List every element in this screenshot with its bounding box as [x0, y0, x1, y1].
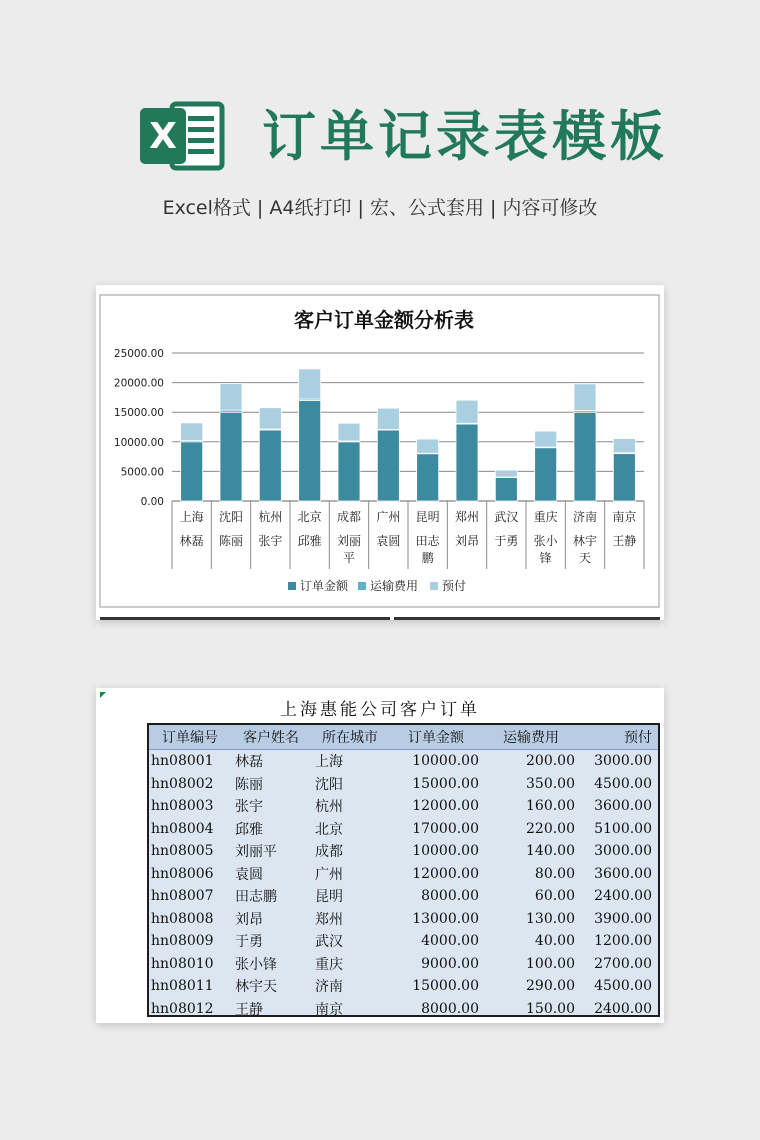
logo-letter: X — [149, 116, 177, 157]
city-cell: 杭州 — [315, 799, 343, 816]
bar-segment-prepaid — [574, 384, 596, 411]
column-header-city: 所在城市 — [322, 730, 378, 746]
table-row[interactable] — [149, 773, 658, 796]
bar-segment-prepaid — [613, 439, 635, 453]
table-row[interactable] — [149, 750, 658, 773]
table-row[interactable] — [149, 953, 658, 976]
prepaid-cell: 3600.00 — [594, 798, 652, 815]
bar-segment-order-amount — [613, 454, 635, 501]
bar-segment-prepaid — [181, 423, 203, 441]
city-cell: 沈阳 — [315, 776, 343, 793]
order-amount-cell: 15000.00 — [412, 978, 479, 995]
bar-segment-prepaid — [299, 369, 321, 399]
bar-segment-order-amount — [181, 442, 203, 501]
x-category-city-label: 昆明 — [415, 510, 440, 524]
order-id-cell: hn08001 — [151, 753, 214, 770]
shipping-cell: 160.00 — [526, 798, 575, 815]
bar-segment-order-amount — [535, 448, 557, 501]
shipping-cell: 80.00 — [534, 865, 575, 882]
city-cell: 成都 — [315, 844, 343, 861]
x-category-name-label: 于勇 — [494, 534, 519, 548]
y-tick-label: 25000.00 — [113, 348, 164, 360]
order-id-cell: hn08005 — [151, 843, 214, 860]
x-category-name-label: 邱雅 — [297, 534, 322, 548]
y-tick-label: 5000.00 — [120, 466, 164, 479]
table-row[interactable] — [149, 795, 658, 818]
column-header-customer: 客户姓名 — [243, 730, 299, 746]
prepaid-cell: 4500.00 — [594, 775, 652, 792]
order-amount-cell: 17000.00 — [412, 820, 479, 837]
page-subtitle: Excel格式 | A4纸打印 | 宏、公式套用 | 内容可修改 — [162, 197, 598, 219]
bar-segment-prepaid — [535, 431, 557, 447]
city-cell: 昆明 — [315, 889, 343, 906]
order-amount-cell: 12000.00 — [412, 798, 479, 815]
table-row[interactable] — [149, 930, 658, 953]
x-category-city-label: 北京 — [297, 510, 322, 524]
x-category-name-label: 张宇 — [258, 534, 283, 548]
shipping-cell: 140.00 — [526, 843, 575, 860]
x-category-city-label: 杭州 — [258, 510, 283, 524]
shipping-cell: 200.00 — [526, 753, 575, 770]
order-amount-chart — [96, 285, 664, 620]
column-header-shipping: 运输费用 — [503, 730, 559, 746]
prepaid-cell: 1200.00 — [594, 933, 652, 950]
table-row[interactable] — [149, 908, 658, 931]
table-row[interactable] — [149, 818, 658, 841]
order-id-cell: hn08006 — [151, 865, 214, 882]
city-cell: 广州 — [315, 866, 343, 883]
shipping-cell: 40.00 — [534, 933, 575, 950]
customer-name-cell: 田志鹏 — [235, 889, 277, 906]
city-cell: 上海 — [315, 754, 343, 771]
x-category-name-label: 王静 — [612, 534, 637, 548]
y-tick-label: 0.00 — [140, 496, 164, 508]
customer-name-cell: 王静 — [235, 1001, 263, 1017]
x-category-city-label: 南京 — [612, 510, 637, 524]
legend-label: 预付 — [442, 579, 467, 593]
column-header-order-amount: 订单金额 — [408, 730, 464, 746]
x-category-city-label: 上海 — [179, 510, 204, 524]
customer-name-cell: 张宇 — [235, 799, 263, 816]
order-amount-cell: 15000.00 — [412, 775, 479, 792]
x-category-name-label: 田志鹏 — [415, 534, 440, 565]
page-title: 订单记录表模板 — [262, 105, 668, 168]
x-category-name-label: 张小锋 — [533, 534, 558, 565]
column-header-prepaid: 预付 — [624, 730, 652, 746]
prepaid-cell: 2400.00 — [594, 1000, 652, 1017]
table-row[interactable] — [149, 863, 658, 886]
bar-segment-order-amount — [574, 412, 596, 501]
order-id-cell: hn08008 — [151, 910, 214, 927]
column-header-order-id: 订单编号 — [162, 730, 218, 746]
x-category-city-label: 成都 — [336, 510, 362, 524]
x-category-city-label: 济南 — [572, 510, 598, 524]
bar-segment-order-amount — [259, 430, 281, 501]
legend-label: 订单金额 — [300, 579, 349, 593]
bar-segment-order-amount — [456, 424, 478, 501]
customer-name-cell: 张小锋 — [235, 956, 277, 973]
city-cell: 武汉 — [315, 934, 343, 951]
x-category-city-label: 广州 — [376, 510, 401, 524]
city-cell: 郑州 — [315, 911, 343, 928]
bar-segment-prepaid — [259, 408, 281, 429]
city-cell: 北京 — [315, 821, 343, 838]
order-amount-cell: 8000.00 — [421, 1000, 479, 1017]
city-cell: 重庆 — [315, 956, 343, 973]
order-table — [147, 723, 660, 1017]
bar-segment-order-amount — [377, 430, 399, 501]
bar-segment-order-amount — [220, 412, 242, 501]
prepaid-cell: 4500.00 — [594, 978, 652, 995]
customer-name-cell: 林磊 — [235, 754, 263, 771]
bar-segment-prepaid — [417, 439, 439, 453]
table-row[interactable] — [149, 975, 658, 998]
prepaid-cell: 3900.00 — [594, 910, 652, 927]
bar-segment-order-amount — [299, 400, 321, 501]
excel-logo-icon — [138, 96, 226, 176]
bar-segment-order-amount — [338, 442, 360, 501]
customer-name-cell: 于勇 — [235, 934, 263, 951]
bar-segment-prepaid — [456, 400, 478, 423]
x-category-city-label: 沈阳 — [218, 510, 244, 524]
shipping-cell: 100.00 — [526, 955, 575, 972]
chart-bottom-strip-left — [100, 617, 390, 620]
x-category-name-label: 林宇天 — [572, 534, 598, 565]
bar-segment-prepaid — [220, 383, 242, 410]
y-tick-label: 15000.00 — [113, 407, 164, 420]
shipping-cell: 60.00 — [534, 888, 575, 905]
x-category-city-label: 重庆 — [533, 510, 558, 524]
order-id-cell: hn08009 — [151, 933, 214, 950]
x-category-name-label: 袁圆 — [376, 534, 401, 548]
x-category-name-label: 刘昂 — [454, 534, 480, 548]
order-id-cell: hn08004 — [151, 820, 214, 837]
customer-name-cell: 刘丽平 — [235, 844, 277, 861]
legend-label: 运输费用 — [370, 579, 419, 593]
shipping-cell: 130.00 — [526, 910, 575, 927]
prepaid-cell: 2400.00 — [594, 888, 652, 905]
prepaid-cell: 2700.00 — [594, 955, 652, 972]
chart-card — [96, 285, 664, 620]
y-tick-label: 20000.00 — [113, 377, 164, 390]
shipping-cell: 220.00 — [526, 820, 575, 837]
table-body — [149, 750, 658, 1017]
order-amount-cell: 4000.00 — [421, 933, 479, 950]
customer-name-cell: 林宇天 — [235, 979, 277, 996]
x-category-name-label: 林磊 — [179, 534, 204, 548]
order-amount-cell: 10000.00 — [412, 843, 479, 860]
bar-segment-prepaid — [495, 470, 517, 477]
city-cell: 济南 — [315, 979, 343, 996]
order-amount-cell: 12000.00 — [412, 865, 479, 882]
order-amount-cell: 8000.00 — [421, 888, 479, 905]
bar-segment-prepaid — [338, 423, 360, 441]
order-amount-cell: 13000.00 — [412, 910, 479, 927]
y-tick-label: 10000.00 — [113, 436, 164, 449]
customer-name-cell: 陈丽 — [235, 776, 263, 793]
table-title: 上海惠能公司客户订单 — [280, 700, 480, 720]
order-id-cell: hn08003 — [151, 798, 214, 815]
order-table-card — [96, 688, 664, 1023]
order-amount-cell: 9000.00 — [421, 955, 479, 972]
shipping-cell: 290.00 — [526, 978, 575, 995]
x-category-name-label: 刘丽平 — [336, 534, 362, 565]
prepaid-cell: 3000.00 — [594, 843, 652, 860]
table-row[interactable] — [149, 998, 658, 1018]
customer-name-cell: 袁圆 — [235, 866, 263, 883]
shipping-cell: 350.00 — [526, 775, 575, 792]
chart-title: 客户订单金额分析表 — [294, 308, 474, 332]
table-header-row — [149, 725, 658, 750]
city-cell: 南京 — [315, 1001, 343, 1017]
order-id-cell: hn08010 — [151, 955, 214, 972]
table-row[interactable] — [149, 840, 658, 863]
legend-swatch — [430, 582, 438, 590]
prepaid-cell: 3000.00 — [594, 753, 652, 770]
legend-swatch — [288, 582, 296, 590]
bar-segment-order-amount — [495, 477, 517, 501]
table-row[interactable] — [149, 885, 658, 908]
legend-swatch — [358, 582, 366, 590]
prepaid-cell: 3600.00 — [594, 865, 652, 882]
prepaid-cell: 5100.00 — [594, 820, 652, 837]
order-amount-cell: 10000.00 — [412, 753, 479, 770]
bar-segment-prepaid — [377, 408, 399, 429]
order-id-cell: hn08012 — [151, 1000, 214, 1017]
customer-name-cell: 邱雅 — [235, 821, 263, 838]
order-id-cell: hn08007 — [151, 888, 214, 905]
customer-name-cell: 刘昂 — [235, 911, 263, 928]
bar-segment-order-amount — [417, 454, 439, 501]
x-category-name-label: 陈丽 — [218, 534, 244, 548]
x-category-city-label: 郑州 — [454, 510, 480, 524]
shipping-cell: 150.00 — [526, 1000, 575, 1017]
order-id-cell: hn08011 — [151, 978, 214, 995]
x-category-city-label: 武汉 — [494, 510, 519, 524]
order-id-cell: hn08002 — [151, 775, 214, 792]
chart-bottom-strip-right — [394, 617, 660, 620]
